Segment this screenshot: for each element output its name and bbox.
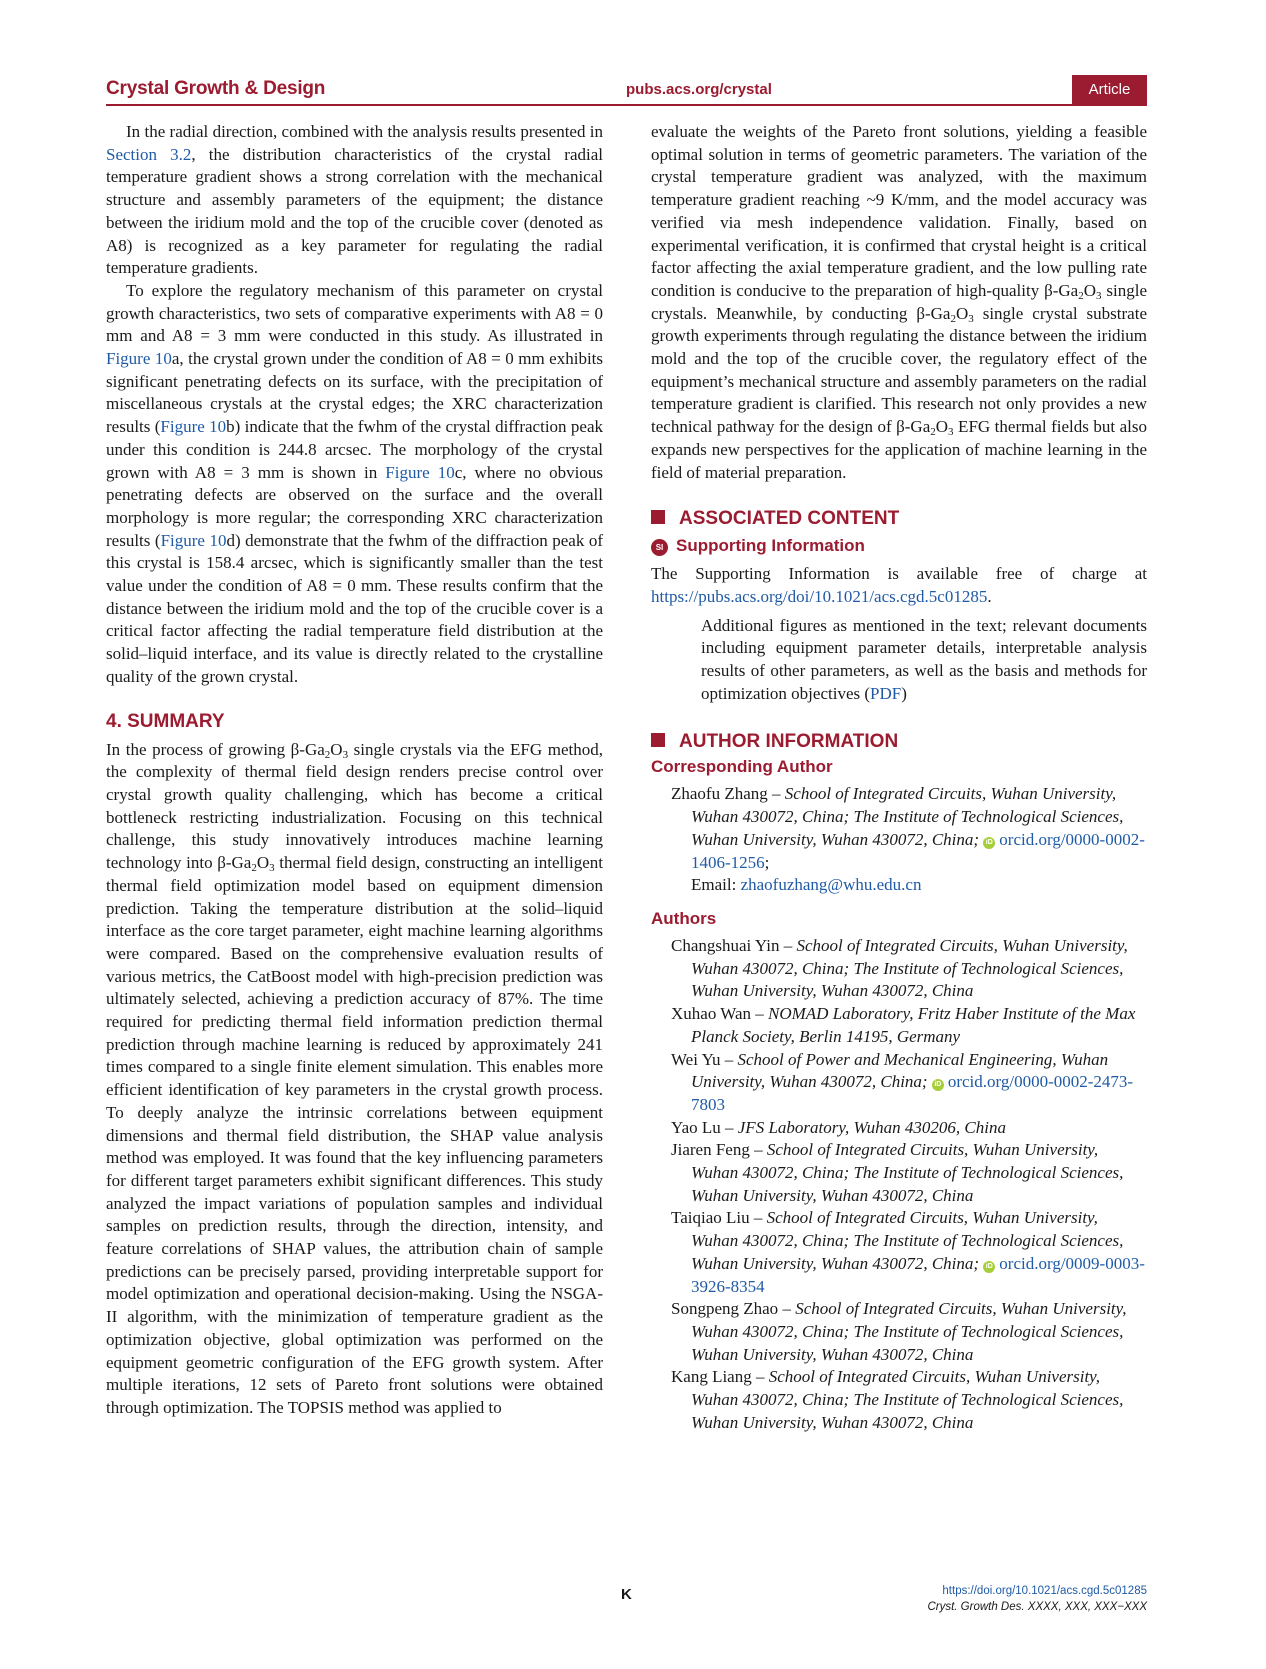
corresponding-author-heading: Corresponding Author (651, 757, 833, 777)
associated-content-heading (651, 506, 1147, 532)
text: evaluate the weights of the Pareto front solutions, yielding a feasible optimal solution in terms of geometric parameters. The variation of the crystal temperature gradient was analyzed, with the maximum temperature gradient reaching ~9 K/mm, and the model accuracy was verified via mesh independence validation. Finally, based on experimental verification, it is confirmed that crystal height is a critical factor affecting the axial temperature gradient, and the low pulling rate condition is conducive to the preparation of high-quality β-Ga (651, 122, 1147, 300)
author-affiliation: NOMAD Laboratory, Fritz Haber Institute of the Max Planck Society, Berlin 14195, Germany (691, 1004, 1136, 1046)
author-entry (671, 935, 1147, 1003)
text: O (330, 739, 343, 759)
author-name: Zhaofu Zhang (671, 784, 768, 804)
text: single crystals. Meanwhile, by conducting β-Ga (651, 280, 1148, 323)
subscript: 3 (948, 426, 954, 439)
text: To explore the regulatory mechanism of this parameter on crystal growth characteristics, two sets of comparative experiments with A8 = 0 mm and A8 = 3 mm were conducted in this study. As illustrated in (106, 280, 603, 346)
figure-link[interactable]: Figure 10 (385, 462, 455, 482)
text: In the process of growing β-Ga (106, 739, 325, 759)
section-square-icon (651, 733, 665, 747)
orcid-link[interactable]: orcid.org/0000-0002-2473-7803 (691, 1072, 1134, 1114)
subscript: 2 (324, 748, 331, 761)
author-entry (671, 1139, 1147, 1207)
author-affiliation: School of Integrated Circuits, Wuhan University, Wuhan 430072, China; The Institute of Technological Sciences, Wuhan University, Wuhan 430072, China (691, 1367, 1124, 1432)
author-name: Yao Lu (671, 1117, 721, 1137)
right-column (651, 121, 1147, 1434)
author-name: Jiaren Feng (671, 1140, 750, 1160)
supporting-info-text (651, 563, 1147, 608)
text: O (935, 417, 949, 437)
author-affiliation: School of Integrated Circuits, Wuhan University, Wuhan 430072, China; The Institute of Technological Sciences, Wuhan University, Wuhan 430072, China; (691, 1208, 1124, 1273)
subscript: 2 (930, 426, 936, 439)
summary-heading: 4. SUMMARY (106, 710, 225, 732)
section-square-icon (651, 510, 665, 524)
text: O (955, 303, 969, 323)
left-column (106, 121, 603, 1420)
text: . (987, 586, 992, 606)
supporting-info-heading (651, 534, 1147, 558)
paragraph-regulatory (106, 280, 603, 689)
corresponding-author-entry (671, 783, 1147, 897)
orcid-icon: iD (983, 1261, 995, 1273)
subscript: 2 (1078, 289, 1084, 302)
text: a, the crystal grown under the condition of A8 = 0 mm exhibits significant penetrating defects on its surface, with the precipitation of miscellaneous crystals at the crystal edges; the XRC characterization results ( (106, 349, 603, 437)
author-affiliation: School of Integrated Circuits, Wuhan University, Wuhan 430072, China; The Institute of Technological Sciences, Wuhan University, Wuhan 430072, China; (691, 784, 1124, 849)
dash: – (749, 1140, 767, 1160)
orcid-link[interactable]: orcid.org/0009-0003-3926-8354 (691, 1253, 1145, 1296)
author-name: Wei Yu (671, 1049, 721, 1069)
text: , the distribution characteristics of the crystal radial temperature gradient shows a strong correlation with the mechanical structure and assembly parameters of the equipment; the distance between the iridium mold and the top of the crucible cover (denoted as A8) is recognized as a key parameter for regulating the radial temperature gradients. (106, 144, 603, 278)
figure-link[interactable]: Figure 10 (106, 349, 172, 369)
email-link[interactable]: zhaofuzhang@whu.edu.cn (740, 875, 922, 895)
pdf-link[interactable]: PDF (870, 683, 902, 703)
orcid-icon: iD (983, 837, 995, 849)
text: EFG thermal fields but also expands new perspectives for the application of machine learning in the field of material preparation. (651, 417, 1147, 482)
orcid-icon: iD (932, 1079, 944, 1091)
page-header (106, 78, 1147, 106)
author-name: Taiqiao Liu (671, 1208, 750, 1228)
text: single crystal substrate growth experiments through regulating the distance between the iridium mold and the top of the crucible cover, the regulatory effect of the equipment’s mechanical structure and assembly parameters on the radial temperature gradient is clarified. This research not only provides a new technical pathway for the design of β-Ga (651, 303, 1147, 437)
text: ; (764, 852, 770, 872)
authors-list (651, 935, 1147, 1434)
author-entry (671, 1366, 1147, 1434)
orcid-link[interactable]: orcid.org/0000-0002-1406-1256 (691, 829, 1145, 872)
supporting-info-icon: SI (651, 539, 668, 556)
author-affiliation: School of Integrated Circuits, Wuhan University, Wuhan 430072, China; The Institute of Technological Sciences, Wuhan University, Wuhan 430072, China (691, 1140, 1124, 1205)
author-affiliation: School of Integrated Circuits, Wuhan University, Wuhan 430072, China; The Institute of Technological Sciences, Wuhan University, Wuhan 430072, China (691, 1299, 1127, 1364)
author-information-heading (651, 729, 1147, 755)
subscript: 2 (950, 312, 956, 325)
supporting-info-link[interactable]: https://pubs.acs.org/doi/10.1021/acs.cgd.5c01285 (651, 586, 988, 606)
authors-heading: Authors (651, 908, 717, 928)
email-label: Email: (691, 875, 741, 895)
text: The Supporting Information is available free of charge at (651, 564, 1147, 584)
dash: – (767, 784, 785, 804)
heading-text: Supporting Information (676, 536, 865, 556)
figure-link[interactable]: Figure 10 (160, 530, 227, 550)
paragraph-summary (106, 739, 603, 1420)
dash: – (749, 1208, 767, 1228)
author-name: Xuhao Wan (671, 1004, 751, 1024)
subscript: 3 (269, 862, 275, 875)
author-entry (671, 1117, 1147, 1140)
text: single crystals via the EFG method, the complexity of thermal field design renders precise control over crystal growth quality challenging, which has become a critical bottleneck restricting industrialization. Focusing on this technical challenge, this study innovatively introduces machine learning technology into β-Ga (106, 739, 603, 873)
paragraph-radial (106, 121, 603, 280)
footer-doi-link[interactable]: https://doi.org/10.1021/acs.cgd.5c01285 (942, 1585, 1147, 1597)
paragraph-summary-continued (651, 121, 1147, 484)
author-affiliation: School of Power and Mechanical Engineering, Wuhan University, Wuhan 430072, China; (691, 1049, 1109, 1092)
dash: – (751, 1367, 769, 1387)
author-name: Changshuai Yin (671, 935, 780, 955)
dash: – (779, 935, 797, 955)
text: ) (901, 683, 907, 703)
text: O (256, 853, 270, 873)
text: c, where no obvious penetrating defects are observed on the surface and the overall morphology is more regular; the corresponding XRC characterization results ( (106, 462, 603, 550)
dash: – (751, 1004, 768, 1024)
author-name: Songpeng Zhao (671, 1299, 779, 1319)
heading-text: AUTHOR INFORMATION (679, 731, 899, 753)
author-affiliation: JFS Laboratory, Wuhan 430206, China (737, 1117, 1006, 1137)
heading-text: ASSOCIATED CONTENT (679, 508, 900, 530)
page-number: K (621, 1586, 632, 1603)
figure-link[interactable]: Figure 10 (160, 417, 227, 437)
author-entry (671, 1298, 1147, 1366)
supporting-info-description (701, 615, 1147, 706)
section-link[interactable]: Section 3.2 (106, 144, 192, 164)
text: In the radial direction, combined with the analysis results presented in (126, 122, 603, 141)
subscript: 3 (968, 312, 974, 325)
journal-url[interactable]: pubs.acs.org/crystal (626, 81, 772, 98)
text: Additional figures as mentioned in the text; relevant documents including equipment parameter details, interpretable analysis results of other parameters, as well as the basis and methods for optimization objectives ( (701, 615, 1147, 703)
author-affiliation: School of Integrated Circuits, Wuhan University, Wuhan 430072, China; The Institute of Technological Sciences, Wuhan University, Wuhan 430072, China (691, 935, 1128, 1001)
author-entry (671, 1207, 1147, 1298)
dash: – (720, 1117, 738, 1137)
footer-citation: Cryst. Growth Des. XXXX, XXX, XXX−XXX (927, 1601, 1147, 1613)
text: O (1083, 280, 1097, 300)
author-name: Kang Liang (671, 1367, 752, 1387)
subscript: 3 (342, 748, 349, 761)
text: thermal field design, constructing an intelligent thermal field optimization model based on equipment dimension prediction. Taking the temperature distribution at the solid–liquid interface as the core target parameter, eight machine learning algorithms were compared. Based on the comprehensive evaluation results of various metrics, the CatBoost model with high-precision prediction was ultimately selected, achieving a prediction accuracy of 87%. The time required for predicting thermal field information prediction thermal prediction through machine learning is reduced by approximately 241 times compared to a single finite element simulation. This enables more efficient identification of key parameters in the crystal growth process. To deeply analyze the intrinsic correlations between equipment dimensions and thermal field distribution, the SHAP value analysis method was employed. It was found that the key influencing parameters for different target parameters exhibit significant differences. This study analyzed the impact variations of population samples and individual samples on prediction results, through the direction, intensity, and feature correlations of SHAP values, the attribution chain of sample predictions can be precisely parsed, providing interpretable support for model optimization and operational decision-making. Using the NSGA-II algorithm, with the minimization of temperature gradient as the optimization objective, global optimization was performed on the equipment geometric configuration of the EFG growth system. After multiple iterations, 12 sets of Pareto front solutions were obtained through optimization. The TOPSIS method was applied to (106, 853, 603, 1417)
text: d) demonstrate that the fwhm of the diffraction peak of this crystal is 158.4 arcsec, which is significantly smaller than the test value under the condition of A8 = 0 mm. These results confirm that the distance between the iridium mold and the top of the crucible cover is a critical factor affecting the radial temperature field distribution at the solid–liquid interface, and its value is directly related to the crystalline quality of the grown crystal. (106, 530, 604, 686)
journal-title: Crystal Growth & Design (106, 78, 326, 99)
article-type-badge: Article (1072, 75, 1147, 104)
dash: – (720, 1049, 738, 1069)
author-entry (671, 1049, 1147, 1117)
subscript: 2 (251, 862, 257, 875)
dash: – (778, 1299, 796, 1319)
author-entry (671, 1003, 1147, 1048)
text: b) indicate that the fwhm of the crystal diffraction peak under this condition is 244.8 arcsec. The morphology of the crystal grown with A8 = 3 mm is shown in (106, 417, 603, 482)
subscript: 3 (1096, 289, 1102, 302)
